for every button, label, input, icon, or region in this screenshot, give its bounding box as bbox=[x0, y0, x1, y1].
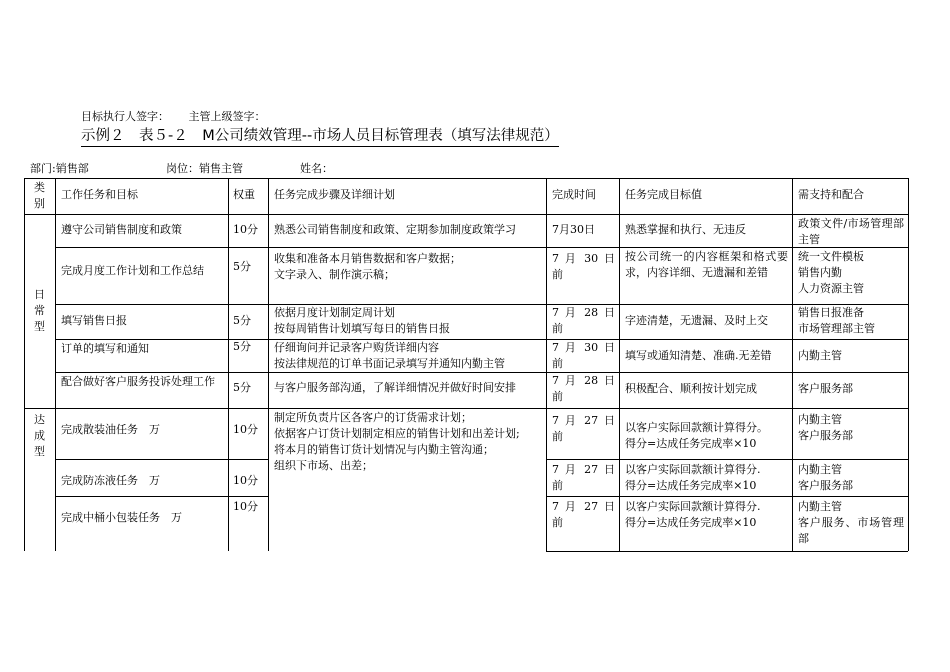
support-cell: 客户服务部 bbox=[798, 382, 853, 395]
weight-cell: 10分 bbox=[233, 223, 258, 236]
time-cell: 7 月 30 日前 bbox=[552, 252, 615, 281]
support-cell: 销售日报准备 市场管理部主管 bbox=[798, 306, 875, 335]
body-vline-right bbox=[792, 214, 793, 551]
weight-cell: 10分 bbox=[233, 500, 258, 513]
target-cell: 以客户实际回款额计算得分. 得分=达成任务完成率×10 bbox=[625, 463, 761, 492]
body-vline-right bbox=[619, 214, 620, 551]
supervisor-signature-label: 主管上级签字： bbox=[188, 110, 266, 123]
header-vline bbox=[619, 178, 620, 214]
steps-cell: 依据月度计划制定周计划 按每周销售计划填写每日的销售日报 bbox=[274, 306, 450, 335]
support-cell: 内勤主管 客户服务部 bbox=[798, 413, 853, 442]
support-cell: 内勤主管 客户服务部 bbox=[798, 463, 853, 492]
support-cell: 政策文件/市场管理部主管 bbox=[798, 217, 904, 246]
target-cell: 字迹清楚，无遗漏、及时上交 bbox=[625, 314, 768, 327]
header-target: 任务完成目标值 bbox=[625, 188, 702, 201]
steps-right-border bbox=[546, 214, 547, 408]
page-title: 示例２ 表５-２ M公司绩效管理--市场人员目标管理表（填写法律规范） bbox=[81, 124, 559, 147]
category-right-border bbox=[55, 214, 56, 551]
header-time: 完成时间 bbox=[552, 188, 596, 201]
steps-cell: 收集和准备本月销售数据和客户数据； 文字录入、制作演示稿； bbox=[274, 252, 461, 281]
signature-line bbox=[81, 108, 282, 124]
department-label: 部门:销售部 bbox=[30, 162, 89, 175]
time-cell: 7月30日 bbox=[552, 223, 595, 236]
weight-cell: 10分 bbox=[233, 474, 258, 487]
row-divider bbox=[546, 496, 908, 497]
task-cell: 配合做好客户服务投诉处理工作 bbox=[61, 375, 215, 388]
name-label: 姓名： bbox=[300, 162, 333, 175]
target-cell: 积极配合、顺利按计划完成 bbox=[625, 382, 757, 395]
task-cell: 完成中桶小包装任务 万 bbox=[61, 511, 182, 524]
task-cell: 完成月度工作计划和工作总结 bbox=[61, 264, 204, 277]
category-left-border bbox=[24, 214, 25, 551]
group-routine: 日 常 型 bbox=[34, 288, 45, 333]
target-cell: 以客户实际回款额计算得分. 得分=达成任务完成率×10 bbox=[625, 500, 761, 529]
target-cell: 以客户实际回款额计算得分。 得分=达成任务完成率×10 bbox=[625, 421, 768, 450]
group-separator bbox=[24, 408, 55, 409]
group-achievement: 达 成 型 bbox=[34, 413, 45, 458]
table-top-border bbox=[24, 178, 908, 179]
header-vline bbox=[268, 178, 269, 214]
meta-line bbox=[30, 160, 333, 176]
header-category: 类 别 bbox=[34, 181, 45, 210]
steps-cell: 熟悉公司销售制度和政策、定期参加制度政策学习 bbox=[274, 223, 516, 236]
row-divider bbox=[55, 408, 908, 409]
time-left-border bbox=[546, 408, 547, 551]
support-cell: 内勤主管 bbox=[798, 349, 842, 362]
header-steps: 任务完成步骤及详细计划 bbox=[274, 188, 395, 201]
row-divider bbox=[55, 459, 268, 460]
task-cell: 遵守公司销售制度和政策 bbox=[61, 223, 182, 236]
weight-cell: 5分 bbox=[233, 381, 251, 394]
header-vline bbox=[546, 178, 547, 214]
header-bottom-border bbox=[24, 214, 908, 215]
header-support: 需支持和配合 bbox=[798, 188, 864, 201]
weight-cell: 5分 bbox=[233, 314, 251, 327]
time-cell: 7 月 27 日前 bbox=[552, 500, 615, 529]
task-cell: 订单的填写和通知 bbox=[61, 342, 149, 355]
steps-cell: 仔细询问并记录客户购货详细内容 按法律规范的订单书面记录填写并通知内勤主管 bbox=[274, 341, 505, 370]
header-weight: 权重 bbox=[233, 188, 255, 201]
row-divider bbox=[55, 496, 268, 497]
support-cell: 统一文件模板 销售内勤 人力资源主管 bbox=[798, 250, 864, 295]
body-vline bbox=[228, 214, 229, 551]
header-vline bbox=[24, 178, 25, 214]
position-label: 岗位：销售主管 bbox=[166, 162, 243, 175]
weight-cell: 5分 bbox=[233, 260, 251, 273]
row-divider bbox=[55, 247, 908, 248]
time-cell: 7 月 28 日前 bbox=[552, 306, 615, 335]
header-task: 工作任务和目标 bbox=[61, 188, 138, 201]
row-divider bbox=[546, 459, 908, 460]
time-cell: 7 月 30 日前 bbox=[552, 341, 615, 370]
row-divider bbox=[55, 372, 908, 373]
support-cell: 内勤主管 客户服务、市场管理部 bbox=[798, 500, 904, 545]
steps-cell: 与客户服务部沟通，了解详细情况并做好时间安排 bbox=[274, 381, 516, 394]
shared-steps-cell: 制定所负责片区各客户的订货需求计划； 依据客户订货计划制定相应的销售计划和出差计划; 将本月的销售订货计划情况与内勤主管沟通； 组织下市场、出差； bbox=[274, 411, 520, 472]
executor-signature-label: 目标执行人签字： bbox=[81, 110, 169, 123]
target-cell: 填写或通知清楚、准确.无差错 bbox=[625, 349, 772, 362]
time-cell: 7 月 28 日前 bbox=[552, 374, 615, 403]
time-cell: 7 月 27 日前 bbox=[552, 463, 615, 492]
time-cell: 7 月 27 日前 bbox=[552, 414, 615, 443]
target-cell: 按公司统一的内容框架和格式要求，内容详细、无遗漏和差错 bbox=[625, 250, 788, 279]
header-vline bbox=[908, 178, 909, 214]
header-vline bbox=[228, 178, 229, 214]
task-cell: 完成防冻液任务 万 bbox=[61, 474, 160, 487]
right-block-bottom bbox=[546, 551, 908, 552]
task-cell: 完成散装油任务 万 bbox=[61, 423, 160, 436]
header-vline bbox=[55, 178, 56, 214]
header-vline bbox=[792, 178, 793, 214]
body-vline bbox=[268, 214, 269, 551]
task-cell: 填写销售日报 bbox=[61, 314, 127, 327]
target-cell: 熟悉掌握和执行、无违反 bbox=[625, 223, 746, 236]
weight-cell: 5分 bbox=[233, 340, 251, 353]
body-vline-right bbox=[908, 214, 909, 551]
weight-cell: 10分 bbox=[233, 423, 258, 436]
